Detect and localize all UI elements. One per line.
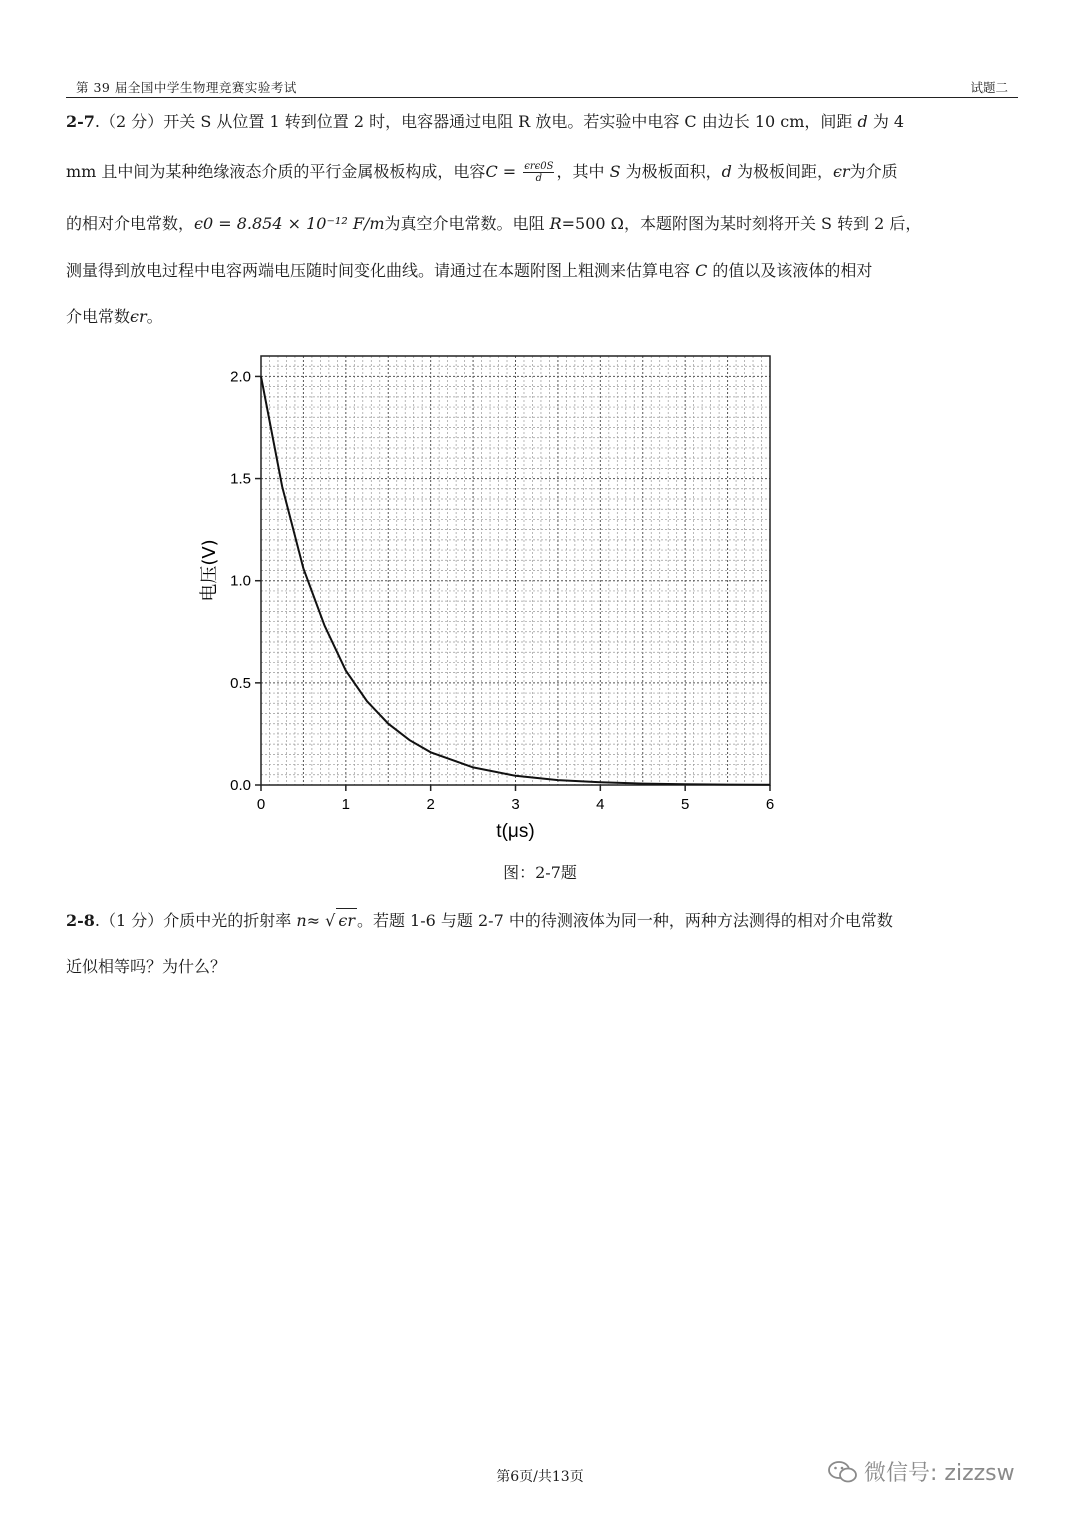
q27-line-2: mm 且中间为某种绝缘液态介质的平行金属极板构成，电容C = $\frac{\text{ϵrϵ0S}}{d}$ ，其中 S 为极板面积，d 为极板间距，ϵr为介质 [66,161,898,184]
x-tick-label: 0 [256,796,266,813]
x-tick-label: 2 [426,796,435,813]
q27-number: 2-7 [66,112,95,131]
q27-line-1: 2-7.（2 分）开关 S 从位置 1 转到位置 2 时，电容器通过电阻 R 放电。若实验中电容 C 由边长 10 cm，间距 d 为 4 [66,112,905,131]
q28-number: 2-8 [66,911,95,930]
q27-line-5: 介电常数ϵr。 [66,307,163,326]
y-tick-label: 0.5 [230,674,251,692]
x-tick-label: 1 [341,796,351,813]
y-tick-label: 1.5 [230,470,251,488]
x-axis-label: t(μs) [496,821,535,842]
y-tick-label: 1.0 [230,572,251,590]
wechat-icon [828,1460,858,1484]
wechat-watermark [828,1456,1015,1487]
watermark-text: 微信号: zizzsw [864,1461,1015,1486]
q28-line-1: 2-8.（1 分）介质中光的折射率 n≈ √ ϵr 。若题 1-6 与题 2-7 中的待测液体为同一种，两种方法测得的相对介电常数 [66,908,1018,933]
x-tick-label: 5 [680,796,690,813]
discharge-voltage-chart [180,340,820,860]
y-tick-label: 0.0 [230,777,251,794]
page-number: 第6页/共13页 [496,1469,584,1485]
q27-line-4: 测量得到放电过程中电容两端电压随时间变化曲线。请通过在本题附图上粗测来估算电容 C 的值以及该液体的相对 [66,261,873,280]
q27-line-3: 的相对介电常数，ϵ0 = 8.854 × 10⁻¹² F/m为真空介电常数。电阻 R=500 Ω，本题附图为某时刻将开关 S 转到 2 后， [66,214,922,233]
header-exam-title: 第 39 届全国中学生物理竞赛实验考试 [76,80,297,95]
y-tick-label: 2.0 [230,368,251,386]
header-paper-label: 试题二 [970,80,1008,95]
x-tick-label: 3 [511,796,520,813]
x-tick-label: 6 [765,796,775,813]
chart-grid [261,356,770,785]
y-axis-label: 电压(V) [199,539,220,602]
q28-line-2: 近似相等吗？为什么？ [66,957,227,976]
page-header [66,76,1018,98]
figure-caption: 图：2-7题 [503,863,577,882]
capacitance-fraction: $\frac{\text{ϵrϵ0S}}{d}$ [524,161,554,184]
x-tick-label: 4 [596,796,605,813]
